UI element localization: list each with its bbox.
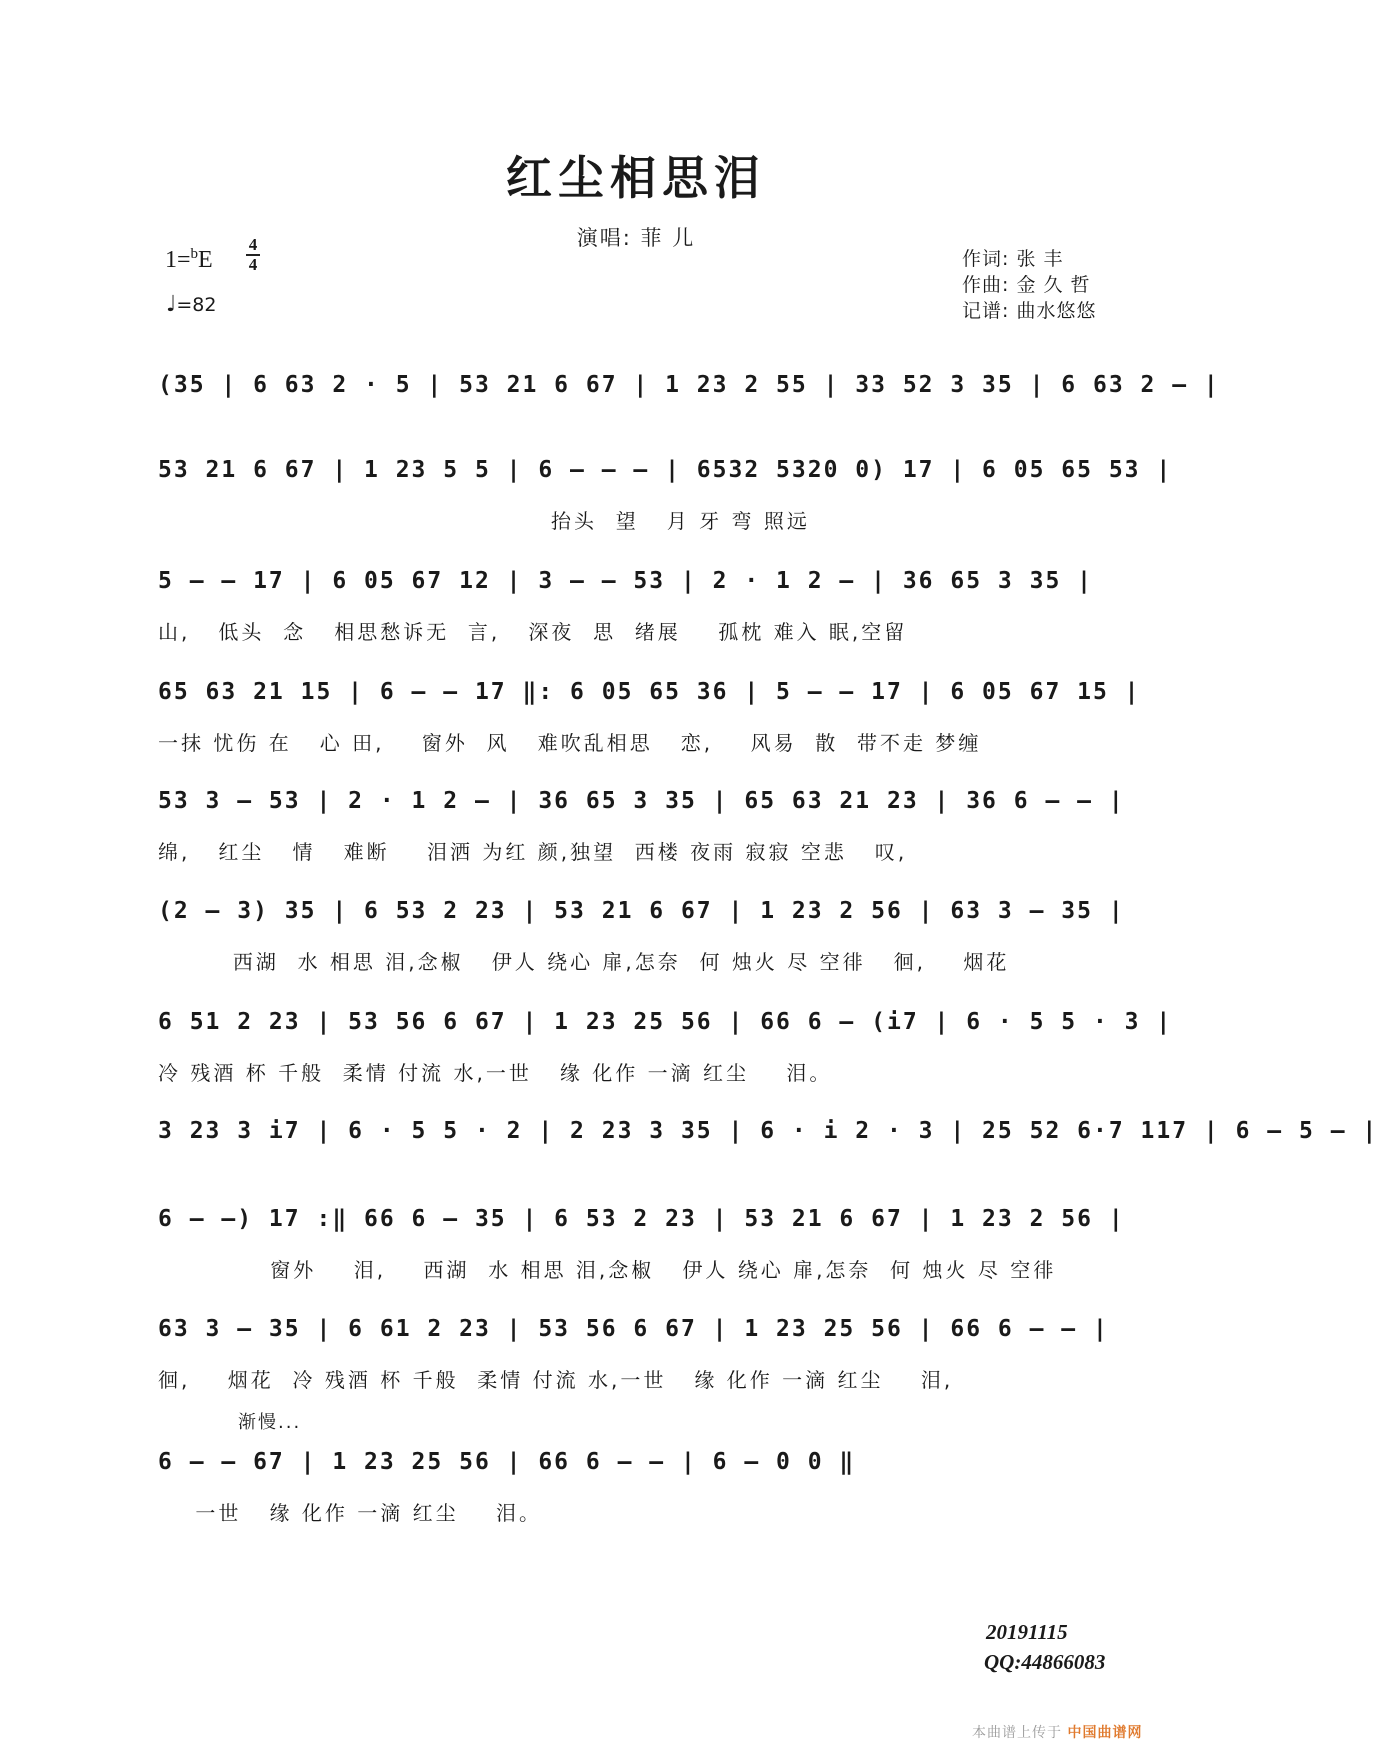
transcriber-credit: 记谱: 曲水悠悠 <box>962 300 1097 322</box>
lyric-line: 徊, 烟花 冷 残酒 杯 千般 柔情 付流 水,一世 缘 化作 一滴 红尘 泪, <box>158 1368 954 1392</box>
time-signature <box>246 236 260 274</box>
lyric-line: 抬头 望 月 牙 弯 照远 <box>158 509 810 533</box>
watermark-site: 中国曲谱网 <box>1067 1725 1143 1741</box>
watermark-prefix: 本曲谱上传于 <box>972 1725 1062 1741</box>
lyric-line: 西湖 水 相思 泪,念椒 伊人 绕心 扉,怎奈 何 烛火 尽 空徘 徊, 烟花 <box>158 950 1010 974</box>
quarter-note-icon: ♩ <box>166 292 177 317</box>
lyric-line <box>158 1166 1130 1196</box>
score-row-10 <box>158 1316 1130 1426</box>
tempo-value: =82 <box>176 294 217 316</box>
score-row-4 <box>158 679 1141 789</box>
notation-line: 6 51 2 23 | 53 56 6 67 | 1 23 25 56 | 66 6 – (i7 | 6 · 5 5 · 3 | <box>158 1009 1173 1035</box>
time-numerator: 4 <box>248 235 258 254</box>
lyric-line: 山, 低头 念 相思愁诉无 言, 深夜 思 绪展 孤枕 难入 眠,空留 <box>158 620 908 644</box>
credits-block <box>962 246 1096 324</box>
composer-credit: 作曲: 金 久 哲 <box>962 274 1091 296</box>
key-signature <box>165 246 213 274</box>
lyric-line: 绵, 红尘 情 难断 泪洒 为红 颜,独望 西楼 夜雨 寂寂 空悲 叹, <box>158 840 908 864</box>
time-denominator: 4 <box>248 255 258 274</box>
key-note: E <box>198 247 213 273</box>
notation-line: 6 – –) 17 :‖ 66 6 – 35 | 6 53 2 23 | 53 21 6 67 | 1 23 2 56 | <box>158 1206 1125 1232</box>
key-prefix: 1= <box>165 247 191 273</box>
notation-line: 65 63 21 15 | 6 – – 17 ‖: 6 05 65 36 | 5 – – 17 | 6 05 67 15 | <box>158 679 1141 705</box>
lyric-line: 一世 缘 化作 一滴 红尘 泪。 <box>158 1501 543 1525</box>
ritardando-marking: 渐慢... <box>238 1412 302 1433</box>
notation-line: 6 – – 67 | 1 23 25 56 | 66 6 – – | 6 – 0 0 ‖ <box>158 1449 856 1475</box>
notation-line: 5 – – 17 | 6 05 67 12 | 3 – – 53 | 2 · 1 2 – | 36 65 3 35 | <box>158 568 1093 594</box>
notation-line: 53 3 – 53 | 2 · 1 2 – | 36 65 3 35 | 65 63 21 23 | 36 6 – – | <box>158 788 1125 814</box>
contact-qq: QQ:44866083 <box>984 1650 1106 1674</box>
tempo-marking <box>166 292 217 317</box>
notation-line: 3 23 3 i7 | 6 · 5 5 · 2 | 2 23 3 35 | 6 · i 2 · 3 | 25 52 6·7 117 | 6 – 5 – | <box>158 1118 1378 1144</box>
notation-line: 63 3 – 35 | 6 61 2 23 | 53 56 6 67 | 1 23 25 56 | 66 6 – – | <box>158 1316 1109 1342</box>
lyric-line: 冷 残酒 杯 千般 柔情 付流 水,一世 缘 化作 一滴 红尘 泪。 <box>158 1061 833 1085</box>
lyric-line <box>158 420 1130 450</box>
score-row-11 <box>158 1449 1130 1559</box>
score-row-5 <box>158 788 1130 898</box>
score-row-6 <box>158 898 1130 1008</box>
score-row-9 <box>158 1206 1130 1316</box>
lyricist-credit: 作词: 张 丰 <box>962 248 1064 270</box>
score-row-7 <box>158 1009 1173 1119</box>
lyric-line: 窗外 泪, 西湖 水 相思 泪,念椒 伊人 绕心 扉,怎奈 何 烛火 尽 空徘 <box>158 1258 1057 1282</box>
key-flat: b <box>190 246 199 262</box>
lyric-line: 一抹 忧伤 在 心 田, 窗外 风 难吹乱相思 恋, 风易 散 带不走 梦缠 <box>158 731 982 755</box>
notation-line: (35 | 6 63 2 · 5 | 53 21 6 67 | 1 23 2 55 | 33 52 3 35 | 6 63 2 – | <box>158 372 1220 398</box>
notation-line: (2 – 3) 35 | 6 53 2 23 | 53 21 6 67 | 1 23 2 56 | 63 3 – 35 | <box>158 898 1125 924</box>
site-watermark <box>972 1722 1142 1742</box>
notation-line: 53 21 6 67 | 1 23 5 5 | 6 – – – | 6532 5320 0) 17 | 6 05 65 53 | <box>158 457 1173 483</box>
transcription-date: 20191115 <box>986 1620 1068 1644</box>
score-row-3 <box>158 568 1130 678</box>
singer-credit: 演唱: 菲 儿 <box>576 226 696 250</box>
page-title: 红尘相思泪 <box>506 151 766 205</box>
score-row-2 <box>158 457 1173 567</box>
